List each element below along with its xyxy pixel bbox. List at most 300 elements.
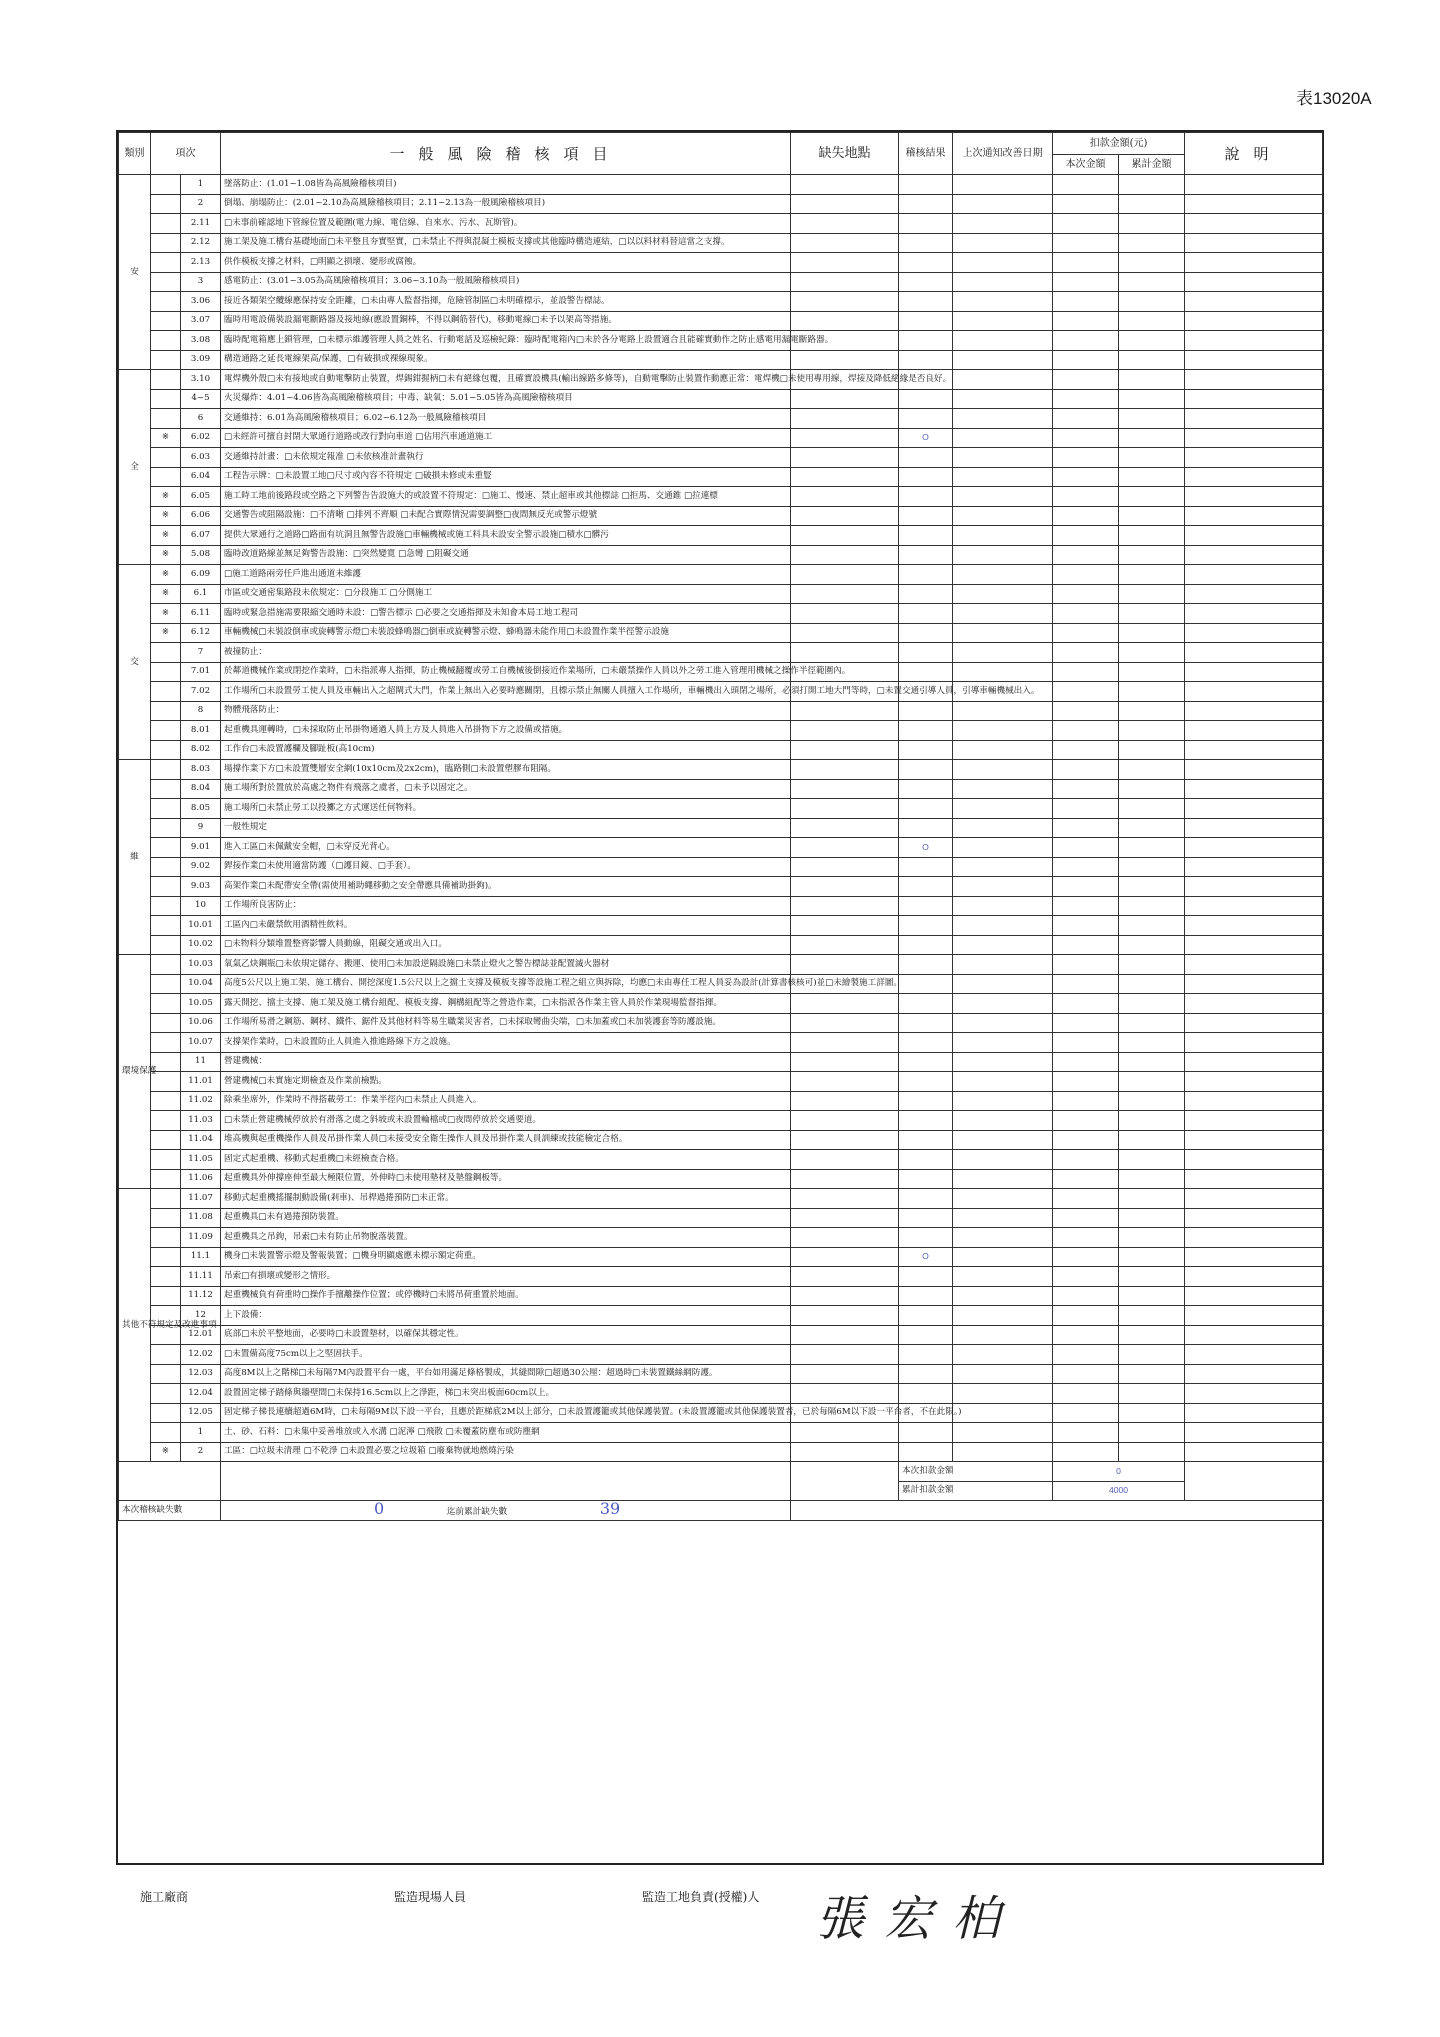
supervisor-label: 監造現場人員: [394, 1890, 467, 1904]
row-deduction-total: [1119, 214, 1185, 234]
row-last-notice: [953, 1267, 1053, 1287]
total-deduction-value: 4000: [1053, 1481, 1185, 1501]
table-row: [119, 1111, 1323, 1131]
table-row: [119, 1325, 1323, 1345]
row-code: 6.04: [181, 467, 221, 487]
row-location: [791, 916, 899, 936]
row-last-notice: [953, 175, 1053, 195]
table-row: [119, 409, 1323, 429]
table-row: [119, 1072, 1323, 1092]
row-item-text: 施工架及施工構台基礎地面□未平整且夯實堅實，□未禁止不得與混凝土模板支撐或其他臨時構造連結，□以以料材料替這當之支撐。: [221, 233, 791, 253]
row-deduction-total: [1119, 1306, 1185, 1326]
row-result: [899, 175, 953, 195]
row-remark: [1185, 1286, 1323, 1306]
row-result: [899, 955, 953, 975]
row-remark: [1185, 526, 1323, 546]
row-result: [899, 584, 953, 604]
row-mark: [151, 662, 181, 682]
row-location: [791, 389, 899, 409]
row-code: 3.08: [181, 331, 221, 351]
row-mark: [151, 1150, 181, 1170]
row-result: [899, 1013, 953, 1033]
table-row: [119, 1442, 1323, 1462]
row-remark: [1185, 760, 1323, 780]
row-deduction-this: [1053, 506, 1119, 526]
row-code: 6.1: [181, 584, 221, 604]
row-result: [899, 1189, 953, 1209]
row-location: [791, 1150, 899, 1170]
row-last-notice: [953, 1228, 1053, 1248]
row-deduction-total: [1119, 760, 1185, 780]
table-row: [119, 272, 1323, 292]
row-item-text: 施工時工地前後路段或空路之下列警告告設施大的或設置不符規定：□施工、慢速、禁止超車或其他標誌 □拒馬、交通錐 □拉連標: [221, 487, 791, 507]
table-row: [119, 428, 1323, 448]
row-item-text: 車輛機械□未裝設倒車或旋轉警示燈□未裝設蜂鳴器□倒車或旋轉警示燈、蜂鳴器未能作用□未設置作業半徑警示設施: [221, 623, 791, 643]
row-item-text: □未置備高度75cm以上之堅固扶手。: [221, 1345, 791, 1365]
row-mark: [151, 838, 181, 858]
row-code: 11.12: [181, 1286, 221, 1306]
row-remark: [1185, 194, 1323, 214]
row-remark: [1185, 311, 1323, 331]
row-deduction-this: [1053, 1189, 1119, 1209]
row-deduction-this: [1053, 1325, 1119, 1345]
table-row: [119, 350, 1323, 370]
row-code: 6.12: [181, 623, 221, 643]
row-mark: [151, 994, 181, 1014]
row-deduction-total: [1119, 1150, 1185, 1170]
row-item-text: 上下設備：: [221, 1306, 791, 1326]
row-deduction-this: [1053, 838, 1119, 858]
row-remark: [1185, 994, 1323, 1014]
row-deduction-total: [1119, 1286, 1185, 1306]
row-code: 8.05: [181, 799, 221, 819]
row-deduction-this: [1053, 818, 1119, 838]
row-code: 2.13: [181, 253, 221, 273]
table-row: [119, 857, 1323, 877]
row-mark: [151, 896, 181, 916]
category-label: 交: [119, 565, 151, 760]
row-deduction-this: [1053, 272, 1119, 292]
table-row: [119, 1091, 1323, 1111]
row-result: [899, 487, 953, 507]
row-item-text: 起重機具之吊鉤，吊索□未有防止吊物脫落裝置。: [221, 1228, 791, 1248]
row-item-text: 臨時配電箱應上鎖管理，□未標示維護管理人員之姓名、行動電話及巡檢紀錄：臨時配電箱內□未於各分電路上設置適合且能確實動作之防止感電用漏電斷路器。: [221, 331, 791, 351]
row-code: 10.02: [181, 935, 221, 955]
table-row: [119, 331, 1323, 351]
row-result: [899, 1442, 953, 1462]
row-deduction-this: [1053, 1150, 1119, 1170]
row-code: 3: [181, 272, 221, 292]
row-mark: ※: [151, 506, 181, 526]
row-last-notice: [953, 1384, 1053, 1404]
row-item-text: 臨時改道路線並無足夠警告設施：□突然變寬 □急彎 □阻礙交通: [221, 545, 791, 565]
table-row: [119, 896, 1323, 916]
row-item-text: 交通維持計畫：□未依規定報准 □未依核准計畫執行: [221, 448, 791, 468]
row-remark: [1185, 545, 1323, 565]
row-code: 12: [181, 1306, 221, 1326]
row-remark: [1185, 272, 1323, 292]
table-row: [119, 935, 1323, 955]
table-row: [119, 1267, 1323, 1287]
row-item-text: 高架作業□未配帶安全帶(需使用補助繩移動之安全帶應具備補助掛鉤)。: [221, 877, 791, 897]
row-code: 10.06: [181, 1013, 221, 1033]
row-code: 7: [181, 643, 221, 663]
row-result: O: [899, 428, 953, 448]
head-signature: 張宏柏: [816, 1891, 1021, 1947]
row-item-text: 市區或交通密集路段未依規定：□分段施工 □分側施工: [221, 584, 791, 604]
row-result: [899, 467, 953, 487]
row-deduction-total: [1119, 194, 1185, 214]
row-mark: [151, 194, 181, 214]
row-remark: [1185, 1111, 1323, 1131]
row-mark: [151, 877, 181, 897]
row-mark: [151, 799, 181, 819]
row-result: [899, 643, 953, 663]
row-remark: [1185, 1091, 1323, 1111]
row-deduction-total: [1119, 1423, 1185, 1443]
row-last-notice: [953, 1325, 1053, 1345]
row-remark: [1185, 1072, 1323, 1092]
row-remark: [1185, 448, 1323, 468]
row-mark: [151, 1364, 181, 1384]
row-item-text: □施工道路兩旁任戶進出通道未維護: [221, 565, 791, 585]
row-remark: [1185, 701, 1323, 721]
row-item-text: 工作場所□未設置勞工使人員及車輛出入之超閘式大門，作業上無出入必要時應關閉，且標示禁止無關人員擅入工作場所，車輛機出入頭閉之場所，必須打開工地大門等時，□未置交通引導人員，引導車輛機械出入。: [221, 682, 791, 702]
row-deduction-total: [1119, 838, 1185, 858]
row-remark: [1185, 292, 1323, 312]
row-remark: [1185, 175, 1323, 195]
row-remark: [1185, 1189, 1323, 1209]
row-code: 11.01: [181, 1072, 221, 1092]
row-result: [899, 1033, 953, 1053]
table-row: [119, 994, 1323, 1014]
table-row: [119, 467, 1323, 487]
row-item-text: 支撐架作業時，□未設置防止人員進入推進路線下方之設施。: [221, 1033, 791, 1053]
row-deduction-total: [1119, 643, 1185, 663]
footer-filler: [791, 1501, 1323, 1521]
row-last-notice: [953, 838, 1053, 858]
row-remark: [1185, 331, 1323, 351]
other-footer-cell: [119, 1462, 221, 1501]
row-remark: [1185, 350, 1323, 370]
row-deduction-this: [1053, 311, 1119, 331]
row-deduction-this: [1053, 233, 1119, 253]
row-result: [899, 565, 953, 585]
row-location: [791, 1247, 899, 1267]
row-deduction-total: [1119, 389, 1185, 409]
row-deduction-this: [1053, 1228, 1119, 1248]
row-code: 3.06: [181, 292, 221, 312]
row-result: [899, 292, 953, 312]
row-deduction-total: [1119, 1169, 1185, 1189]
row-code: 8: [181, 701, 221, 721]
row-result: [899, 740, 953, 760]
row-deduction-total: [1119, 1325, 1185, 1345]
row-item-text: 固定式起重機、移動式起重機□未經檢查合格。: [221, 1150, 791, 1170]
row-last-notice: [953, 214, 1053, 234]
row-deduction-total: [1119, 1072, 1185, 1092]
row-result: [899, 1384, 953, 1404]
row-last-notice: [953, 877, 1053, 897]
row-remark: [1185, 1384, 1323, 1404]
table-row: [119, 487, 1323, 507]
row-deduction-this: [1053, 467, 1119, 487]
row-remark: [1185, 838, 1323, 858]
row-last-notice: [953, 1306, 1053, 1326]
row-result: [899, 409, 953, 429]
table-row: [119, 175, 1323, 195]
row-result: [899, 1130, 953, 1150]
table-row: [119, 1247, 1323, 1267]
row-item-text: 場撐作業下方□未設置雙層安全網(10x10cm及2x2cm)，臨路側□未設置塑膠布阻隔。: [221, 760, 791, 780]
row-deduction-total: [1119, 1442, 1185, 1462]
row-location: [791, 194, 899, 214]
table-row: [119, 916, 1323, 936]
row-mark: ※: [151, 526, 181, 546]
row-code: 7.02: [181, 682, 221, 702]
row-item-text: 電焊機外殼□未有接地或自動電擊防止裝置，焊錫鉗握柄□未有絕緣包覆，且確實設機具(輸出線路多條等)，自動電擊防止裝置作動應正常：電焊機□未使用專用線，焊接及降低絕緣是否良好。: [221, 370, 791, 390]
row-mark: [151, 1286, 181, 1306]
row-result: O: [899, 838, 953, 858]
row-deduction-this: [1053, 662, 1119, 682]
row-mark: [151, 409, 181, 429]
row-result: [899, 1091, 953, 1111]
row-code: 7.01: [181, 662, 221, 682]
row-deduction-this: [1053, 1208, 1119, 1228]
row-mark: [151, 253, 181, 273]
row-mark: [151, 701, 181, 721]
row-deduction-total: [1119, 994, 1185, 1014]
row-result: [899, 1267, 953, 1287]
row-last-notice: [953, 994, 1053, 1014]
row-deduction-total: [1119, 896, 1185, 916]
row-deduction-total: [1119, 740, 1185, 760]
row-mark: [151, 389, 181, 409]
row-mark: [151, 1130, 181, 1150]
row-remark: [1185, 643, 1323, 663]
row-last-notice: [953, 1403, 1053, 1423]
row-last-notice: [953, 662, 1053, 682]
row-location: [791, 565, 899, 585]
contractor-label: 施工廠商: [140, 1890, 189, 1904]
row-last-notice: [953, 623, 1053, 643]
row-deduction-total: [1119, 1111, 1185, 1131]
table-row: [119, 194, 1323, 214]
table-row: [119, 1306, 1323, 1326]
row-deduction-this: [1053, 1345, 1119, 1365]
table-row: [119, 1286, 1323, 1306]
row-deduction-total: [1119, 721, 1185, 741]
row-last-notice: [953, 526, 1053, 546]
row-deduction-total: [1119, 448, 1185, 468]
table-row: [119, 818, 1323, 838]
header-result: 稽核結果: [899, 133, 953, 175]
table-row: [119, 506, 1323, 526]
row-last-notice: [953, 643, 1053, 663]
row-result: [899, 623, 953, 643]
row-location: [791, 311, 899, 331]
row-remark: [1185, 799, 1323, 819]
row-last-notice: [953, 350, 1053, 370]
row-mark: [151, 272, 181, 292]
row-code: 10.03: [181, 955, 221, 975]
row-result: [899, 760, 953, 780]
row-code: 6.09: [181, 565, 221, 585]
row-deduction-this: [1053, 877, 1119, 897]
row-remark: [1185, 1150, 1323, 1170]
row-item-text: 工作台□未設置護欄及腳趾板(高10cm): [221, 740, 791, 760]
row-item-text: 墜落防止：(1.01~1.08皆為高風險稽核項目): [221, 175, 791, 195]
row-code: 2.12: [181, 233, 221, 253]
row-location: [791, 448, 899, 468]
row-remark: [1185, 604, 1323, 624]
table-row: [119, 389, 1323, 409]
row-deduction-total: [1119, 506, 1185, 526]
row-mark: [151, 682, 181, 702]
header-deduction: 扣款金額(元): [1053, 133, 1185, 155]
row-result: [899, 272, 953, 292]
row-location: [791, 1325, 899, 1345]
row-item-text: 施工場所對於置放於高處之物件有飛落之虞者，□未予以固定之。: [221, 779, 791, 799]
row-deduction-total: [1119, 1403, 1185, 1423]
header-deduction-total: 累計金額: [1119, 155, 1185, 175]
row-item-text: 營建機械□未實施定期檢查及作業前檢點。: [221, 1072, 791, 1092]
row-code: 11.03: [181, 1111, 221, 1131]
table-row: [119, 955, 1323, 975]
row-last-notice: [953, 370, 1053, 390]
row-item-text: 提供大眾通行之道路□路面有坑洞且無警告設施□車輛機械或施工料具未設安全警示設施□積水□髒污: [221, 526, 791, 546]
row-mark: [151, 1091, 181, 1111]
row-item-text: 火災爆炸：4.01~4.06皆為高風險稽核項目；中毒、缺氧：5.01~5.05皆為高風險稽核項目: [221, 389, 791, 409]
row-last-notice: [953, 1052, 1053, 1072]
row-remark: [1185, 1033, 1323, 1053]
row-deduction-this: [1053, 1247, 1119, 1267]
row-item-text: □未事前確認地下管線位置及範圍(電力線、電信線、自來水、污水、瓦斯管)。: [221, 214, 791, 234]
row-item-text: 被撞防止：: [221, 643, 791, 663]
row-item-text: 起重機具外伸撐座伸至最大極限位置，外伸時□未使用墊材及墊盤鋼板等。: [221, 1169, 791, 1189]
row-location: [791, 214, 899, 234]
row-deduction-this: [1053, 194, 1119, 214]
header-title: 一般風險稽核項目: [221, 133, 791, 175]
category-label: 其他不符規定及改進事項: [119, 1189, 151, 1462]
row-deduction-this: [1053, 331, 1119, 351]
row-location: [791, 623, 899, 643]
row-mark: [151, 1384, 181, 1404]
table-row: [119, 799, 1323, 819]
category-label: 維: [119, 760, 151, 955]
header-last-notice: 上次通知改善日期: [953, 133, 1053, 175]
row-remark: [1185, 1325, 1323, 1345]
row-result: [899, 604, 953, 624]
row-item-text: 構造通路之延長電線架高/保護，□有破損或裸線現象。: [221, 350, 791, 370]
missing-counts: [221, 1498, 791, 1521]
row-location: [791, 643, 899, 663]
row-mark: ※: [151, 623, 181, 643]
row-deduction-this: [1053, 779, 1119, 799]
category-label: 環境保護: [119, 955, 151, 1189]
row-deduction-this: [1053, 487, 1119, 507]
row-location: [791, 506, 899, 526]
row-location: [791, 779, 899, 799]
row-mark: [151, 1033, 181, 1053]
row-code: 3.07: [181, 311, 221, 331]
row-deduction-this: [1053, 428, 1119, 448]
row-item-text: 土、砂、石料：□未集中妥善堆放或入水溝 □泥濘 □飛散 □未覆蓋防塵布或防塵網: [221, 1423, 791, 1443]
row-last-notice: [953, 1345, 1053, 1365]
row-code: 8.02: [181, 740, 221, 760]
row-deduction-this: [1053, 1169, 1119, 1189]
row-deduction-this: [1053, 584, 1119, 604]
row-last-notice: [953, 604, 1053, 624]
this-missing-value: 0: [374, 1498, 385, 1518]
row-code: 5.08: [181, 545, 221, 565]
row-last-notice: [953, 1423, 1053, 1443]
row-location: [791, 994, 899, 1014]
table-row: [119, 1130, 1323, 1150]
row-deduction-this: [1053, 1364, 1119, 1384]
row-deduction-total: [1119, 526, 1185, 546]
row-code: 12.01: [181, 1325, 221, 1345]
table-row: [119, 1403, 1323, 1423]
row-last-notice: [953, 584, 1053, 604]
row-code: 10.07: [181, 1033, 221, 1053]
row-item-text: 一般性規定: [221, 818, 791, 838]
row-result: [899, 1150, 953, 1170]
row-deduction-this: [1053, 1033, 1119, 1053]
row-result: [899, 1208, 953, 1228]
row-deduction-this: [1053, 1442, 1119, 1462]
row-deduction-this: [1053, 214, 1119, 234]
row-item-text: 堆高機與起重機操作人員及吊掛作業人員□未接受安全衛生操作人員及吊掛作業人員訓練或技能檢定合格。: [221, 1130, 791, 1150]
row-last-notice: [953, 1364, 1053, 1384]
row-location: [791, 409, 899, 429]
row-last-notice: [953, 1442, 1053, 1462]
supervisor-head-label: 監造工地負責(授權)人: [642, 1890, 760, 1904]
row-result: O: [899, 1247, 953, 1267]
row-location: [791, 1384, 899, 1404]
row-code: 10: [181, 896, 221, 916]
row-deduction-total: [1119, 779, 1185, 799]
row-last-notice: [953, 1033, 1053, 1053]
row-item-text: 機身□未裝置警示燈及警報裝置；□機身明顯處應未標示額定荷重。: [221, 1247, 791, 1267]
row-code: 2: [181, 1442, 221, 1462]
row-deduction-total: [1119, 857, 1185, 877]
row-remark: [1185, 818, 1323, 838]
row-code: 2.11: [181, 214, 221, 234]
row-last-notice: [953, 253, 1053, 273]
table-row: [119, 311, 1323, 331]
row-location: [791, 350, 899, 370]
row-mark: [151, 1111, 181, 1131]
row-result: [899, 799, 953, 819]
row-result: [899, 331, 953, 351]
row-deduction-this: [1053, 896, 1119, 916]
row-mark: [151, 448, 181, 468]
table-row: [119, 448, 1323, 468]
row-last-notice: [953, 896, 1053, 916]
row-last-notice: [953, 194, 1053, 214]
row-deduction-total: [1119, 233, 1185, 253]
row-deduction-this: [1053, 350, 1119, 370]
row-remark: [1185, 935, 1323, 955]
row-remark: [1185, 1267, 1323, 1287]
row-location: [791, 1033, 899, 1053]
row-last-notice: [953, 467, 1053, 487]
row-last-notice: [953, 721, 1053, 741]
table-row: [119, 760, 1323, 780]
table-row: [119, 1364, 1323, 1384]
row-mark: [151, 935, 181, 955]
